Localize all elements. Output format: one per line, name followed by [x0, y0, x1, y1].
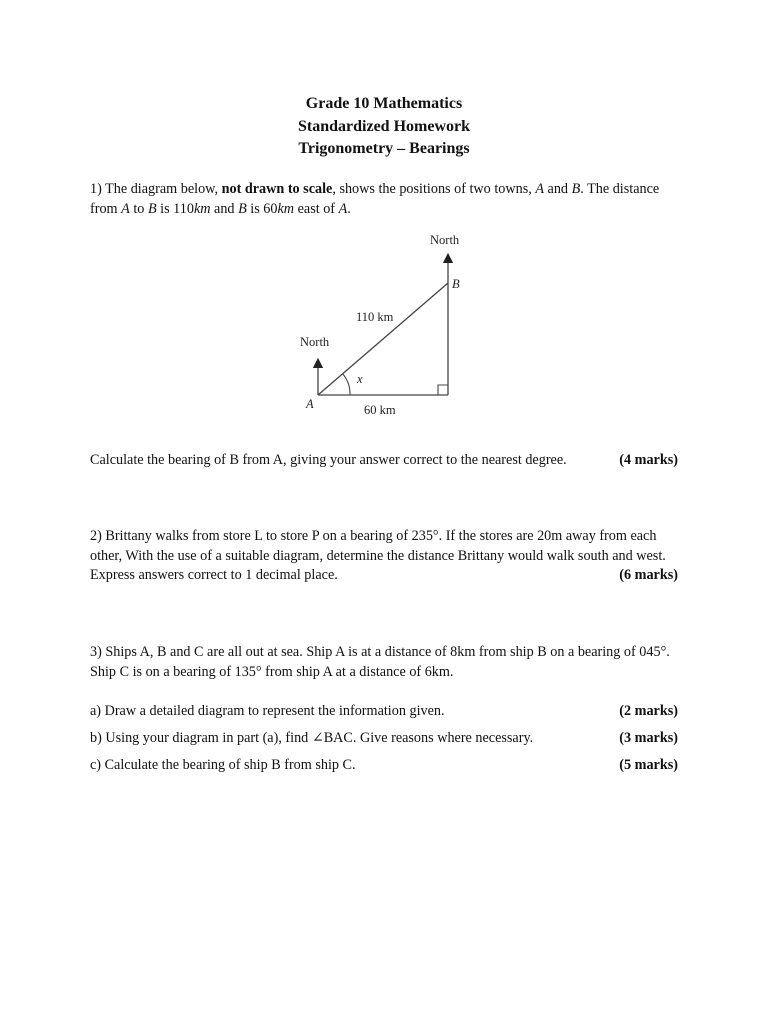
question-1-marks: (4 marks) [619, 452, 678, 468]
question-3a-text: a) Draw a detailed diagram to represent the information given. [90, 703, 445, 719]
hypotenuse-line [318, 283, 448, 395]
question-3c-marks: (5 marks) [619, 757, 678, 773]
angle-x-label: x [357, 372, 363, 386]
base-label: 60 km [364, 403, 396, 417]
hypotenuse-label: 110 km [356, 310, 394, 324]
question-3b-text: b) Using your diagram in part (a), find ∠BAC. Give reasons where necessary. [90, 730, 534, 746]
point-b-label: B [452, 277, 460, 291]
question-2 [90, 527, 678, 586]
header-topic: Trigonometry – Bearings [298, 140, 470, 157]
question-3-text: 3) Ships A, B and C are all out at sea. Ship A is at a distance of 8km from ship B on a bearing of 045°. Ship C is on a bearing of 135° from ship A at a distance of 6km. [90, 644, 670, 680]
not-to-scale-emphasis: not drawn to scale [221, 181, 333, 197]
question-1-text: 1) The diagram below, not drawn to scale, shows the positions of two towns, A and B. The distance from A to B is 110km and B is 60km east of A. [90, 181, 660, 217]
north-label-top: North [430, 233, 460, 247]
question-2-marks: (6 marks) [619, 567, 678, 583]
point-a-label: A [306, 397, 314, 411]
bearing-triangle-diagram [290, 228, 480, 428]
question-1-prompt [90, 451, 678, 470]
north-label-left: North [300, 335, 330, 349]
question-3c [90, 756, 678, 775]
header-grade: Grade 10 Mathematics [305, 95, 463, 112]
question-3b [90, 729, 678, 748]
question-3a-marks: (2 marks) [619, 703, 678, 719]
question-1-prompt-text: Calculate the bearing of B from A, giving your answer correct to the nearest degree. [90, 452, 567, 468]
header-subtitle: Standardized Homework [298, 117, 470, 135]
right-angle-mark [438, 385, 448, 395]
question-3a [90, 702, 678, 721]
worksheet-header [0, 93, 768, 161]
question-3b-marks: (3 marks) [619, 730, 678, 746]
question-3c-text: c) Calculate the bearing of ship B from ship C. [90, 757, 356, 773]
question-2-text: 2) Brittany walks from store L to store P on a bearing of 235°. If the stores are 20m away from each other, With the use of a suitable diagram, determine the distance Brittany would walk south and west. Express answers correct to 1 decimal place. [90, 528, 666, 583]
angle-x-arc [343, 374, 350, 395]
